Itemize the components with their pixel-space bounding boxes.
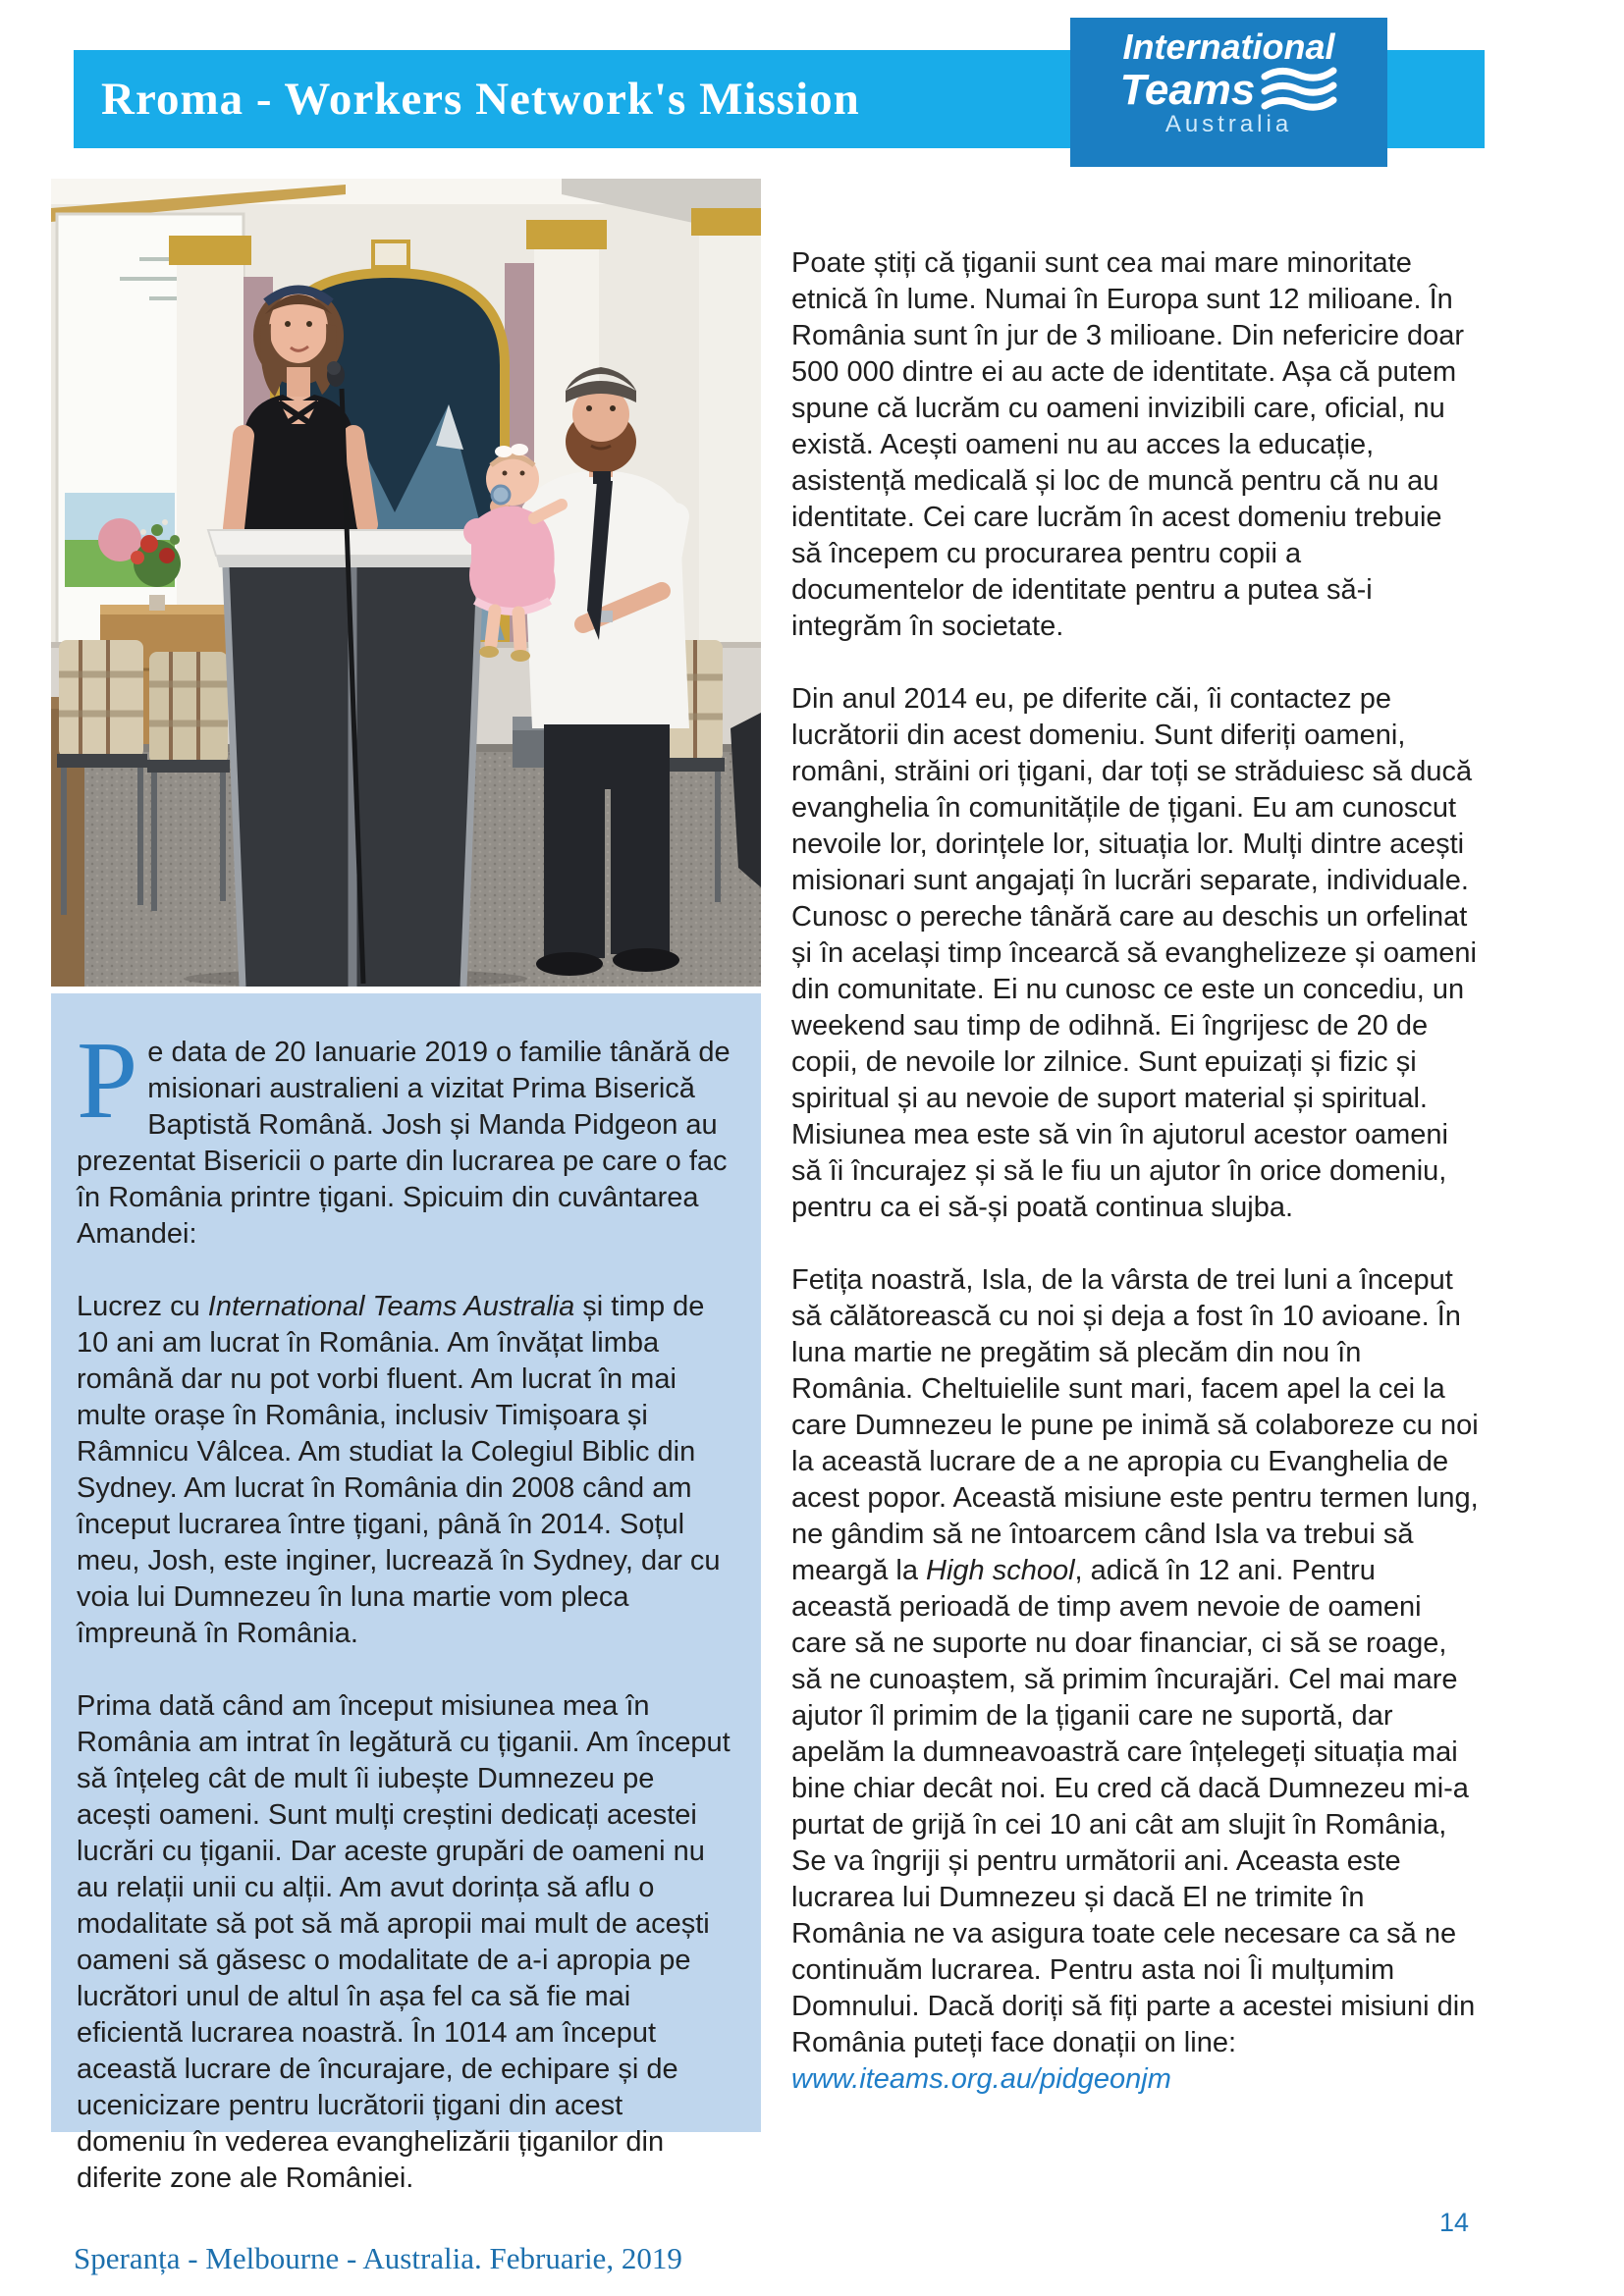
article-3-pre: Fetița noastră, Isla, de la vârsta de trei luni a început să călătorească cu noi și deja a fost în 10 avioane. În luna martie ne pregătim să plecăm din nou în România. Cheltuielile sunt mari, facem apel la cei la care Dumnezeu le pune pe inimă să colaboreze cu noi la această lucrare de a ne apropia cu Evanghelia de acest popor. Această misiune este pentru termen lung, ne gândim să ne întoarcem când Isla va trebui să meargă la [791,1264,1479,1586]
logo-teams-row [1070,65,1387,116]
org-name-italic: International Teams Australia [207,1291,575,1322]
logo-text-teams: Teams [1119,66,1256,114]
high-school-italic: High school [926,1555,1075,1586]
page-title: Rroma - Workers Network's Mission [101,74,860,125]
dropcap-letter: P [77,1020,138,1142]
article-column [791,245,1479,2098]
article-paragraph-2: Din anul 2014 eu, pe diferite căi, îi contactez pe lucrătorii din acest domeniu. Sunt diferiți oameni, români, străini ori țigani, dar toți se străduiesc să ducă evanghelia în comunitățile de țigani. Eu am cunoscut nevoile lor, dorințele lor, situația lor. Mulți dintre acești misionari sunt angajați în lucrări separate, individuale. Cunosc o pereche tânără care au deschis un orfelinat și în același timp încearcă să evanghelizeze și oameni din comunitate. Ei nu cunosc ce este un concediu, un weekend sau timp de odihnă. Ei îngrijesc de 20 de copii, de nevoile lor zilnice. Sunt epuizați și fizic și spiritual și au nevoie de suport material și spiritual. Misiunea mea este să vin în ajutorul acestor oameni să îi încurajez și să le fiu un ajutor în orice domeniu, pentru ca ei să-și poată continua slujba. [791,683,1477,1223]
waves-icon [1261,65,1337,116]
testimony-paragraph-1 [77,1289,731,1652]
newsletter-footer: Speranța - Melbourne - Australia. Februarie, 2019 [74,2241,682,2275]
intro-box [51,993,761,2194]
article-paragraph-1: Poate știți că țiganii sunt cea mai mare minoritate etnică în lume. Numai în Europa sunt 12 milioane. În România sunt în jur de 3 milioane. Din nefericire doar 500 000 dintre ei au acte de identitate. Așa că putem spune că lucrăm cu oameni invizibili care, oficial, nu există. Acești oameni nu au acces la educație, asistență medicală și loc de muncă pentru că nu au identitate. Cei care lucrăm în acest domeniu trebuie să începem cu procurarea pentru copii a documentelor de identitate pentru a putea să-i integrăm în societate. [791,247,1465,642]
donation-link[interactable]: www.iteams.org.au/pidgeonjm [791,2063,1171,2095]
article-3-mid: , adică în 12 ani. Pentru această perioadă de timp avem nevoie de oameni care să ne suporte nu doar financiar, ci să se roage, să ne cunoaștem, să primim încurajări. Cel mai mare ajutor îl primim de la țiganii care ne suportă, dar apelăm la dumneavoastră care înțelegeți situația mai bine chiar decât noi. Eu cred că dacă Dumnezeu mi-a purtat de grijă în cei 10 ani cât am slujit în România, Se va îngriji și pentru următorii ani. Aceasta este lucrarea lui Dumnezeu și dacă El ne trimite în România ne va asigura toate cele necesare ca să ne continuăm lucrarea. Pentru asta noi Îi mulțumim Domnului. Dacă doriți să fiți parte a acestei misiuni din România puteți face donații on line: [791,1555,1476,2058]
family-photo [51,179,761,987]
testimony-paragraph-2: Prima dată când am început misiunea mea în România am intrat în legătură cu țiganii. Am început să înțeleg cât de mult îi iubește Dumnezeu pe acești oameni. Sunt mulți creștini dedicați acestei lucrări cu țiganii. Dar aceste grupări de oameni nu au relații unii cu alții. Am avut dorința să aflu o modalitate să pot să mă apropii mai mult de acești oameni să găsesc o modalitate de a-i apropia pe lucrători unul de altul în așa fel ca să fie mai eficientă lucrarea noastră. În 1014 am început această lucrare de încurajare, de echipare și de ucenicizare pentru lucrătorii țigani din acest domeniu în vederea evanghelizării țiganilor din diferite zone ale României. [77,1690,731,2194]
testimony-1-pre: Lucrez cu [77,1291,208,1322]
church-scene-illustration [51,179,761,987]
intro-paragraph-text: e data de 20 Ianuarie 2019 o familie tânără de misionari australieni a vizitat Prima Biserică Baptistă Română. Josh și Manda Pidgeon au prezentat Bisericii o parte din lucrarea pe care o fac în România printre țigani. Spicuim din cuvântarea Amandei: [77,1037,731,1250]
testimony-1-post: și timp de 10 ani am lucrat în România. Am învățat limba română dar nu pot vorbi fluent. Am lucrat în mai multe orașe în România, inclusiv Timișoara și Râmnicu Vâlcea. Am studiat la Colegiul Biblic din Sydney. Am lucrat în România din 2008 când am început lucrarea între țigani, până în 2014. Soțul meu, Josh, este inginer, lucrează în Sydney, dar cu voia lui Dumnezeu în luna martie vom pleca împreună în România. [77,1291,721,1649]
logo-text-international: International [1122,27,1335,67]
logo-text-australia: Australia [1164,111,1293,137]
intro-paragraph [77,1020,731,1253]
international-teams-logo [1070,18,1387,167]
article-paragraph-3 [791,1262,1479,2098]
page-number: 14 [1439,2208,1470,2237]
